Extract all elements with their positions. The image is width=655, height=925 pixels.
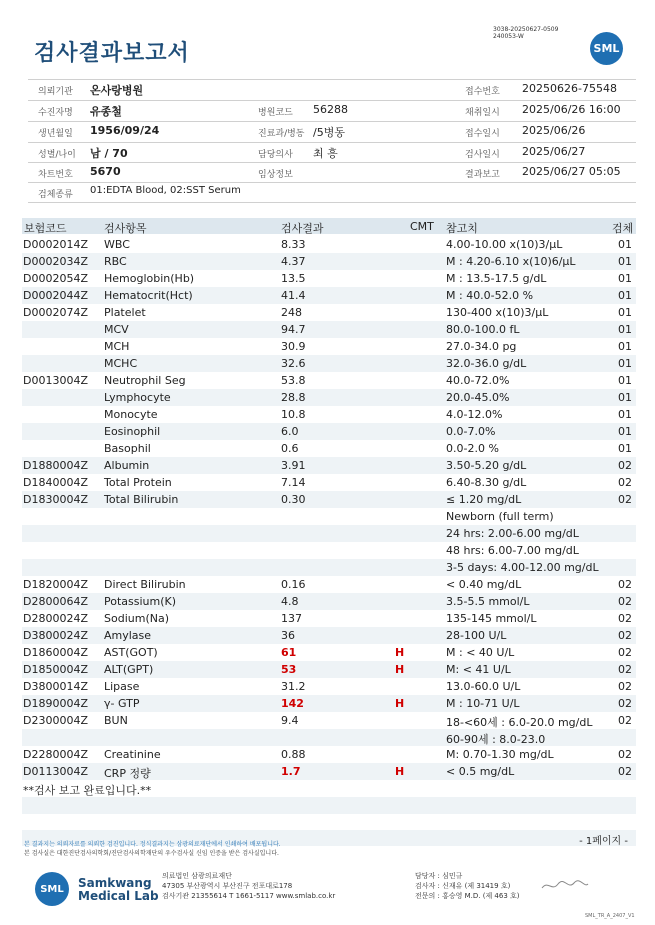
row-ref: 4.00-10.00 x(10)3/μL <box>446 238 563 251</box>
row-result: 61 <box>281 646 297 659</box>
specimen-value: 01:EDTA Blood, 02:SST Serum <box>90 185 241 196</box>
table-row <box>22 729 636 746</box>
row-code: D0113004Z <box>23 765 88 778</box>
row-code: D0002054Z <box>23 272 88 285</box>
table-row <box>22 474 636 491</box>
row-result: 0.6 <box>281 442 299 455</box>
row-spec: 01 <box>618 425 632 438</box>
table-row <box>22 610 636 627</box>
row-code: D2800064Z <box>23 595 88 608</box>
row-spec: 01 <box>618 238 632 251</box>
row-spec: 02 <box>618 629 632 642</box>
row-result: 32.6 <box>281 357 306 370</box>
row-item: MCHC <box>104 357 138 370</box>
row-code: D2280004Z <box>23 748 88 761</box>
sml-logo: SML <box>590 32 623 65</box>
row-ref: 0.0-7.0% <box>446 425 496 438</box>
row-result: 8.33 <box>281 238 306 251</box>
row-spec: 02 <box>618 680 632 693</box>
table-row <box>22 780 636 797</box>
row-code: D1820004Z <box>23 578 88 591</box>
table-row <box>22 678 636 695</box>
table-row <box>22 270 636 287</box>
table-row <box>22 253 636 270</box>
dob-label: 생년월일 <box>38 129 73 139</box>
hosp-code-label: 병원코드 <box>258 108 293 118</box>
row-ref: ≤ 1.20 mg/dL <box>446 493 522 506</box>
footer-org-name-1: Samkwang <box>78 876 152 890</box>
row-result: 4.8 <box>281 595 299 608</box>
row-item: Monocyte <box>104 408 158 421</box>
notice-line-2: 본 검사실은 대한진단검사의학회/진단검사의학재단의 우수검사실 신임 인증을 받은 검사실입니다. <box>24 850 279 857</box>
row-code: D0002044Z <box>23 289 88 302</box>
row-ref: 3-5 days: 4.00-12.00 mg/dL <box>446 561 599 574</box>
row-spec: 02 <box>618 578 632 591</box>
doctor-value: 최 흥 <box>313 147 338 160</box>
row-spec: 01 <box>618 408 632 421</box>
collect-value: 2025/06/26 16:00 <box>522 103 621 116</box>
table-row <box>22 559 636 576</box>
row-code: D2800024Z <box>23 612 88 625</box>
table-row <box>22 746 636 763</box>
dob-value: 1956/09/24 <box>90 124 160 137</box>
footer-staff-3: 전문의 : 홍승영 M.D. (제 463 호) <box>415 892 520 900</box>
row-ref: 20.0-45.0% <box>446 391 510 404</box>
row-result: 3.91 <box>281 459 306 472</box>
row-item: BUN <box>104 714 128 727</box>
test-date-value: 2025/06/27 <box>522 145 586 158</box>
receive-label: 접수일시 <box>465 129 500 139</box>
footer-org: 의료법인 삼광의료재단 <box>162 872 232 880</box>
receipt-no-label: 접수번호 <box>465 87 500 97</box>
row-ref: 6.40-8.30 g/dL <box>446 476 527 489</box>
row-item: CRP 정량 <box>104 767 151 780</box>
row-item: Basophil <box>104 442 151 455</box>
patient-label: 수진자명 <box>38 108 73 118</box>
footer-signatures <box>415 871 520 901</box>
row-item: Platelet <box>104 306 146 319</box>
collect-label: 채취일시 <box>465 108 500 118</box>
row-item: Neutrophil Seg <box>104 374 186 387</box>
row-item: Amylase <box>104 629 152 642</box>
row-code: D0002074Z <box>23 306 88 319</box>
dept-label: 진료과/병동 <box>258 129 305 139</box>
table-row <box>22 304 636 321</box>
report-value: 2025/06/27 05:05 <box>522 165 621 178</box>
row-ref: 27.0-34.0 pg <box>446 340 517 353</box>
row-result: 248 <box>281 306 302 319</box>
row-code: D1880004Z <box>23 459 88 472</box>
footer-address <box>162 871 335 901</box>
row-result: 9.4 <box>281 714 299 727</box>
row-spec: 02 <box>618 476 632 489</box>
row-item: Lymphocyte <box>104 391 171 404</box>
row-ref: 40.0-72.0% <box>446 374 510 387</box>
footer-org-name <box>78 877 159 903</box>
row-item: Albumin <box>104 459 150 472</box>
row-ref: < 0.5 mg/dL <box>446 765 515 778</box>
row-ref: 18-<60세 : 6.0-20.0 mg/dL <box>446 716 593 729</box>
receipt-no-value: 20250626-75548 <box>522 82 617 95</box>
row-spec: 02 <box>618 493 632 506</box>
row-spec: 02 <box>618 595 632 608</box>
row-flag: H <box>395 663 405 676</box>
row-result: 53.8 <box>281 374 306 387</box>
row-result: 41.4 <box>281 289 306 302</box>
row-result: 0.16 <box>281 578 306 591</box>
chart-value: 5670 <box>90 165 121 178</box>
row-code: D0002014Z <box>23 238 88 251</box>
row-spec: 01 <box>618 391 632 404</box>
table-row <box>22 695 636 712</box>
row-result: 1.7 <box>281 765 301 778</box>
doctor-label: 담당의사 <box>258 150 293 160</box>
row-code: D0002034Z <box>23 255 88 268</box>
row-item: MCV <box>104 323 129 336</box>
footer-logo: SML <box>35 872 69 906</box>
specimen-label: 검체종류 <box>38 190 73 200</box>
client-value: 온사랑병원 <box>90 84 144 97</box>
row-ref: Newborn (full term) <box>446 510 554 523</box>
row-item: Total Bilirubin <box>104 493 179 506</box>
table-row <box>22 236 636 253</box>
col-spec-header: 검체 <box>612 222 634 235</box>
row-flag: H <box>395 765 405 778</box>
table-row <box>22 542 636 559</box>
row-item: ALT(GPT) <box>104 663 154 676</box>
row-item: Total Protein <box>104 476 172 489</box>
table-row <box>22 372 636 389</box>
row-item: Eosinophil <box>104 425 161 438</box>
row-result: 4.37 <box>281 255 306 268</box>
row-ref: 32.0-36.0 g/dL <box>446 357 527 370</box>
col-item-header: 검사항목 <box>104 222 147 235</box>
row-result: 31.2 <box>281 680 306 693</box>
footer-staff-1: 담당자 : 심민규 <box>415 872 463 880</box>
report-label: 결과보고 <box>465 170 500 180</box>
row-spec: 02 <box>618 748 632 761</box>
row-ref: 80.0-100.0 fL <box>446 323 520 336</box>
row-result: 7.14 <box>281 476 306 489</box>
row-code: **검사 보고 완료입니다.** <box>23 784 152 797</box>
col-result-header: 검사결과 <box>281 222 324 235</box>
row-spec: 02 <box>618 612 632 625</box>
document-code-line-1: 3038-20250627-0509 <box>493 26 559 33</box>
form-code: SML_TR_A_2407_V1 <box>585 913 635 919</box>
row-flag: H <box>395 697 405 710</box>
table-row <box>22 661 636 678</box>
row-ref: 130-400 x(10)3/μL <box>446 306 549 319</box>
row-item: Hematocrit(Hct) <box>104 289 193 302</box>
row-item: MCH <box>104 340 130 353</box>
table-row <box>22 712 636 729</box>
row-code: D1860004Z <box>23 646 88 659</box>
row-spec: 01 <box>618 442 632 455</box>
row-item: Direct Bilirubin <box>104 578 186 591</box>
row-ref: 0.0-2.0 % <box>446 442 499 455</box>
clinical-label: 임상정보 <box>258 170 293 180</box>
table-row <box>22 457 636 474</box>
row-ref: 3.50-5.20 g/dL <box>446 459 527 472</box>
document-code-line-2: 240053-W <box>493 33 524 40</box>
footer-org-name-2: Medical Lab <box>78 889 159 903</box>
row-ref: 135-145 mmol/L <box>446 612 537 625</box>
row-item: Creatinine <box>104 748 161 761</box>
row-result: 53 <box>281 663 297 676</box>
row-spec: 02 <box>618 714 632 727</box>
row-result: 94.7 <box>281 323 306 336</box>
footer-address-line: 47305 부산광역시 부산진구 전포대로178 <box>162 882 293 890</box>
row-spec: 01 <box>618 272 632 285</box>
table-row <box>22 338 636 355</box>
results-table-header <box>22 218 636 234</box>
row-code: D1830004Z <box>23 493 88 506</box>
row-result: 28.8 <box>281 391 306 404</box>
signature-scribble <box>540 878 590 894</box>
row-spec: 01 <box>618 357 632 370</box>
row-code: D3800024Z <box>23 629 88 642</box>
table-row <box>22 644 636 661</box>
row-ref: 24 hrs: 2.00-6.00 mg/dL <box>446 527 579 540</box>
table-row <box>22 763 636 780</box>
row-code: D1890004Z <box>23 697 88 710</box>
table-row <box>22 508 636 525</box>
row-ref: M: 0.70-1.30 mg/dL <box>446 748 554 761</box>
client-label: 의뢰기관 <box>38 87 73 97</box>
row-ref: 13.0-60.0 U/L <box>446 680 521 693</box>
row-ref: M : 13.5-17.5 g/dL <box>446 272 547 285</box>
row-spec: 01 <box>618 306 632 319</box>
row-item: γ- GTP <box>104 697 140 710</box>
row-item: Lipase <box>104 680 140 693</box>
row-item: AST(GOT) <box>104 646 158 659</box>
row-item: Sodium(Na) <box>104 612 169 625</box>
row-code: D0013004Z <box>23 374 88 387</box>
row-ref: M: < 41 U/L <box>446 663 511 676</box>
row-ref: 3.5-5.5 mmol/L <box>446 595 530 608</box>
row-item: Hemoglobin(Hb) <box>104 272 195 285</box>
row-code: D1840004Z <box>23 476 88 489</box>
table-row <box>22 355 636 372</box>
row-spec: 02 <box>618 459 632 472</box>
notice-text <box>24 840 281 858</box>
row-result: 13.5 <box>281 272 306 285</box>
table-row <box>22 593 636 610</box>
table-row <box>22 627 636 644</box>
sex-age-label: 성별/나이 <box>38 150 76 160</box>
receive-value: 2025/06/26 <box>522 124 586 137</box>
row-result: 0.30 <box>281 493 306 506</box>
hosp-code-value: 56288 <box>313 103 348 116</box>
row-ref: 28-100 U/L <box>446 629 507 642</box>
row-result: 142 <box>281 697 304 710</box>
chart-label: 차트번호 <box>38 170 73 180</box>
row-ref: M : 4.20-6.10 x(10)6/μL <box>446 255 576 268</box>
sex-age-value: 남 / 70 <box>90 147 128 160</box>
row-spec: 02 <box>618 663 632 676</box>
page-title: 검사결과보고서 <box>34 41 190 66</box>
row-code: D1850004Z <box>23 663 88 676</box>
document-code <box>493 26 558 40</box>
row-ref: < 0.40 mg/dL <box>446 578 522 591</box>
row-result: 137 <box>281 612 302 625</box>
footer-staff-2: 검사자 : 신재유 (제 31419 호) <box>415 882 511 890</box>
row-ref: 4.0-12.0% <box>446 408 503 421</box>
row-ref: M : 40.0-52.0 % <box>446 289 534 302</box>
row-spec: 01 <box>618 374 632 387</box>
patient-value: 유종철 <box>90 105 122 118</box>
table-row <box>22 797 636 814</box>
page-indicator: - 1페이지 - <box>579 836 628 847</box>
col-ref-header: 참고치 <box>446 222 478 235</box>
row-code: D3800014Z <box>23 680 88 693</box>
row-flag: H <box>395 646 405 659</box>
test-date-label: 검사일시 <box>465 150 500 160</box>
row-spec: 01 <box>618 255 632 268</box>
table-row <box>22 389 636 406</box>
row-item: Potassium(K) <box>104 595 177 608</box>
row-spec: 01 <box>618 289 632 302</box>
row-ref: 48 hrs: 6.00-7.00 mg/dL <box>446 544 579 557</box>
row-item: RBC <box>104 255 127 268</box>
row-spec: 02 <box>618 697 632 710</box>
table-row <box>22 321 636 338</box>
footer-contact: 검사기관 21355614 T 1661-5117 www.smlab.co.kr <box>162 892 336 900</box>
row-spec: 01 <box>618 323 632 336</box>
table-row <box>22 287 636 304</box>
row-result: 0.88 <box>281 748 306 761</box>
row-result: 36 <box>281 629 295 642</box>
col-cmt-header: CMT <box>410 220 434 233</box>
row-ref: 60-90세 : 8.0-23.0 <box>446 733 546 746</box>
col-code-header: 보험코드 <box>24 222 67 235</box>
dept-value: /5병동 <box>313 126 345 139</box>
table-row <box>22 406 636 423</box>
row-item: WBC <box>104 238 130 251</box>
row-spec: 02 <box>618 765 632 778</box>
row-result: 6.0 <box>281 425 299 438</box>
table-row <box>22 525 636 542</box>
row-spec: 02 <box>618 646 632 659</box>
table-row <box>22 440 636 457</box>
row-ref: M : < 40 U/L <box>446 646 515 659</box>
table-row <box>22 491 636 508</box>
row-code: D2300004Z <box>23 714 88 727</box>
row-result: 30.9 <box>281 340 306 353</box>
row-ref: M : 10-71 U/L <box>446 697 520 710</box>
row-result: 10.8 <box>281 408 306 421</box>
row-spec: 01 <box>618 340 632 353</box>
notice-line-1: 본 결과지는 의뢰자료를 의뢰한 검진입니다. 정식결과지는 삼광의료재단에서 인쇄하여 배포됩니다. <box>24 841 281 848</box>
table-row <box>22 576 636 593</box>
table-row <box>22 423 636 440</box>
